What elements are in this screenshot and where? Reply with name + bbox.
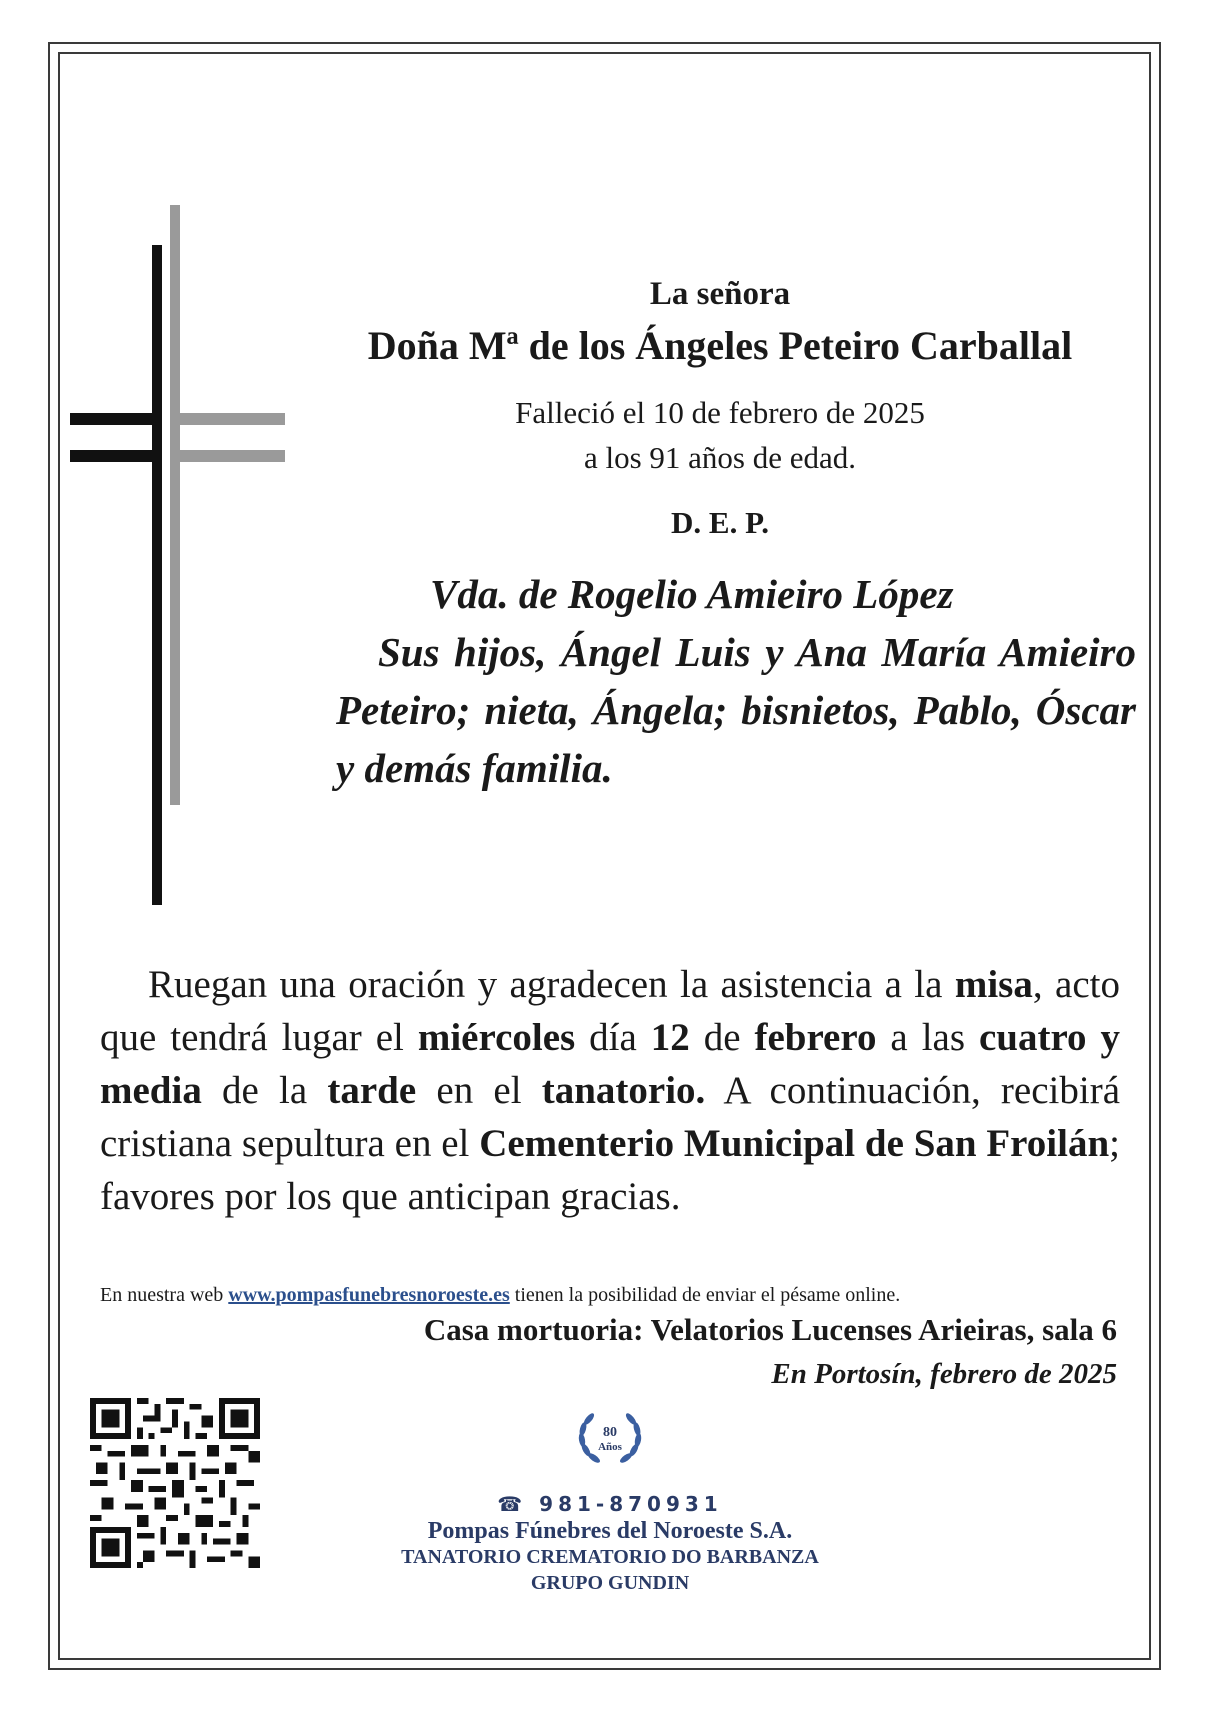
mortuary-house: Casa mortuoria: Velatorios Lucenses Arieiras, sala 6: [423, 1312, 1117, 1347]
widow-of: Vda. de Rogelio Amieiro López: [430, 571, 954, 617]
company-line-2: TANATORIO CREMATORIO DO BARBANZA: [401, 1546, 819, 1568]
phone-number[interactable]: ☎ 981-870931: [497, 1492, 723, 1516]
company-name: Pompas Fúnebres del Noroeste S.A.: [427, 1518, 793, 1544]
day-name: miércoles: [417, 1016, 576, 1059]
cemetery: Cementerio Municipal de San Froilán: [479, 1122, 1110, 1165]
web-note: En nuestra web www.pompasfunebresnoroeste.es tienen la posibilidad de enviar el pésame online.: [100, 1284, 901, 1306]
death-date: Falleció el 10 de febrero de 2025: [515, 395, 925, 430]
afternoon: tarde: [327, 1069, 417, 1112]
time: cuatro y media: [100, 1016, 1121, 1112]
rip-abbreviation: D. E. P.: [671, 505, 769, 540]
title-salutation: La señora: [649, 276, 791, 312]
month: febrero: [754, 1016, 877, 1059]
day-number: 12: [650, 1016, 690, 1059]
deceased-name: Doña Mª de los Ángeles Peteiro Carballal: [367, 323, 1073, 368]
funeral-home: tanatorio.: [541, 1069, 706, 1112]
qr-code[interactable]: [90, 1398, 260, 1568]
laurel-wreath-icon: [572, 1406, 648, 1476]
relatives: Sus hijos, Ángel Luis y Ana María Amieiro Peteiro; nieta, Ángela; bisnietos, Pablo, Óscar y demás familia.: [336, 629, 1136, 791]
cross-icon: [70, 205, 290, 925]
place-date: En Portosín, febrero de 2025: [771, 1358, 1117, 1390]
age: a los 91 años de edad.: [583, 440, 857, 475]
logo-text: Años: [598, 1441, 622, 1453]
anniversary-logo: [572, 1406, 648, 1476]
mass-word: misa: [954, 963, 1033, 1006]
ceremony-text: Ruegan una oración y agradecen la asistencia a la misa, acto que tendrá lugar el miércoles día 12 de febrero a las cuatro y media de la tarde en el tanatorio. A continuación, recibirá cristiana sepultura en el Cementerio Municipal de San Froilán; favores por los que anticipan gracias.: [100, 963, 1121, 1218]
website-link[interactable]: www.pompasfunebresnoroeste.es: [228, 1284, 510, 1306]
telephone-icon: ☎: [497, 1492, 528, 1516]
logo-number: 80: [603, 1425, 617, 1440]
company-line-3: GRUPO GUNDIN: [530, 1572, 690, 1594]
